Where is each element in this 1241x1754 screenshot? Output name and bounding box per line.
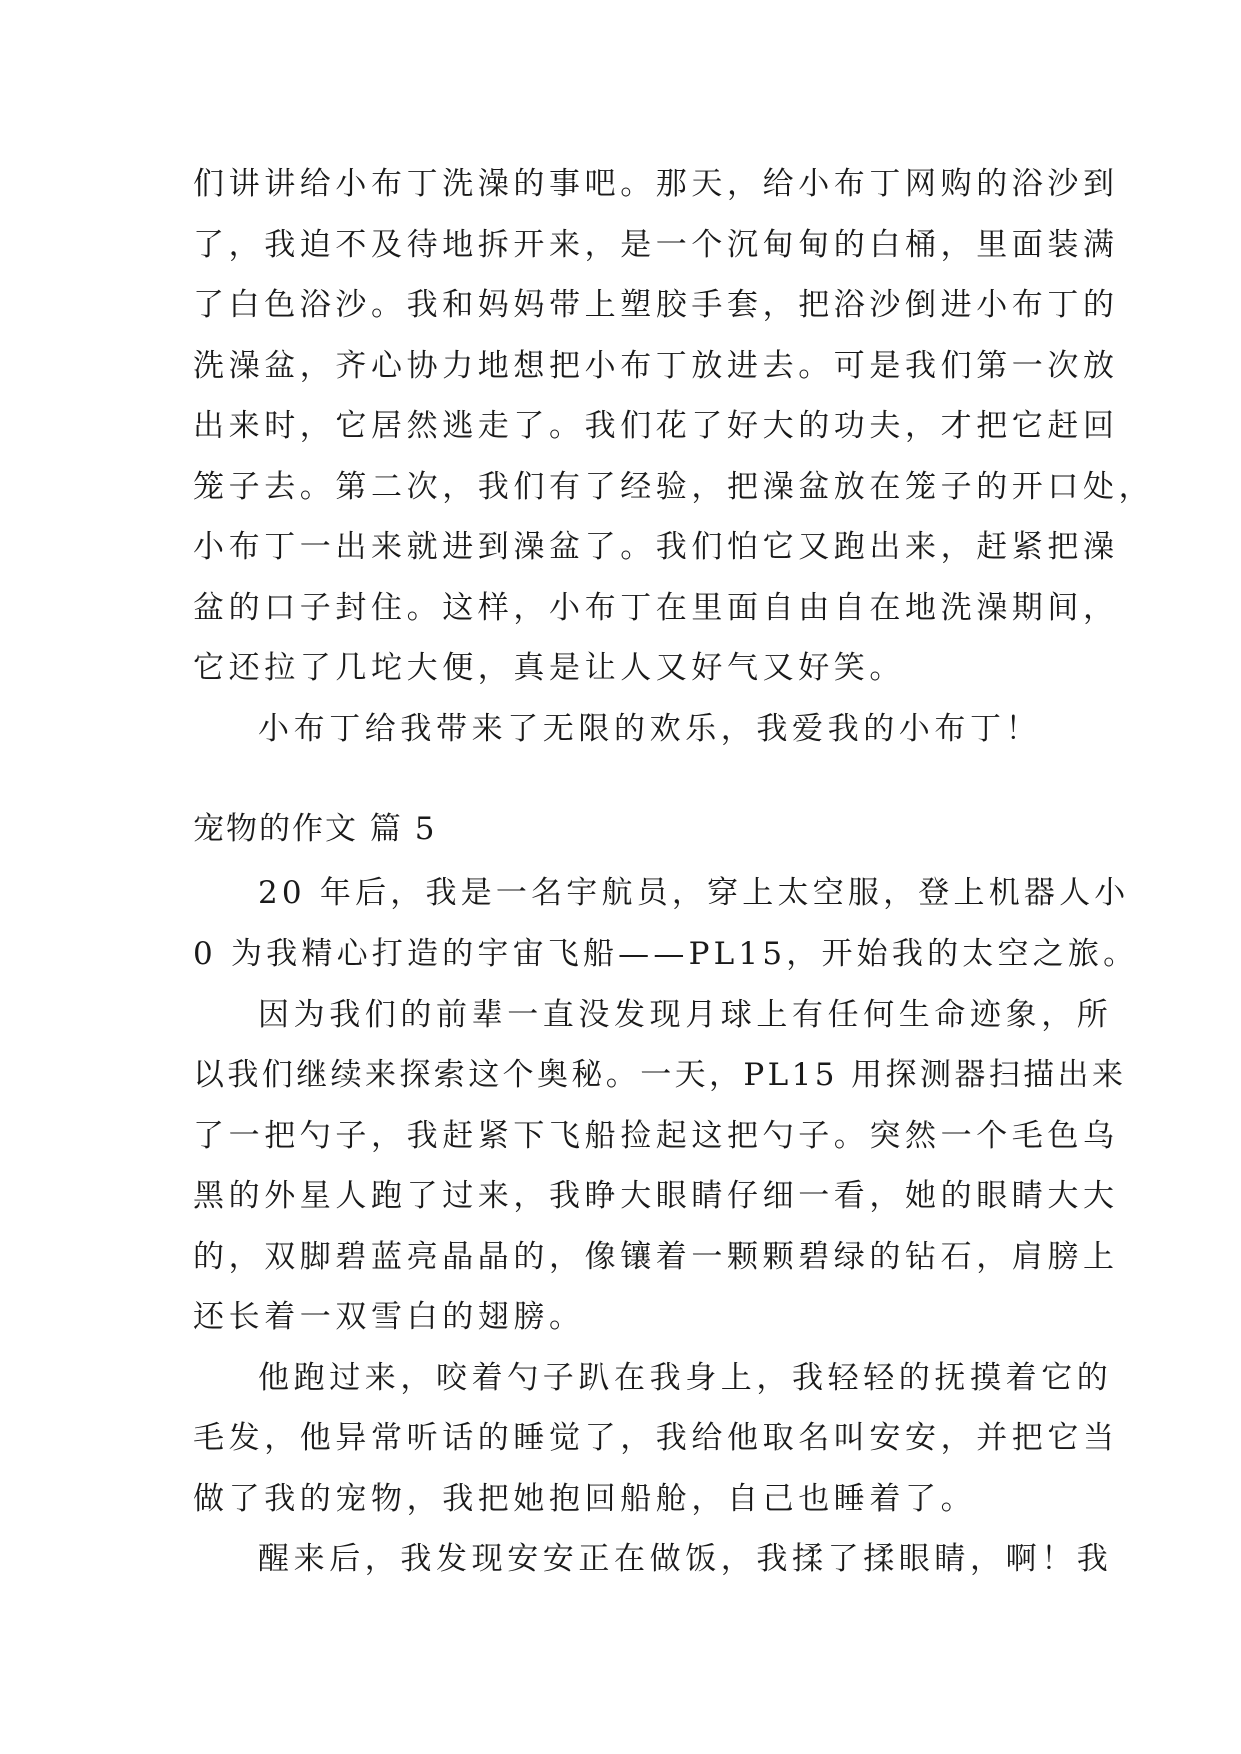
body-text-line: 还长着一双雪白的翅膀。 xyxy=(193,1299,585,1335)
body-text-line: 他跑过来，咬着勺子趴在我身上，我轻轻的抚摸着它的 xyxy=(258,1360,1113,1396)
body-text-line: 盆的口子封住。这样，小布丁在里面自由自在地洗澡期间， xyxy=(193,590,1119,626)
section-heading: 宠物的作文 篇 5 xyxy=(193,811,437,847)
body-text-line: 小布丁一出来就进到澡盆了。我们怕它又跑出来，赶紧把澡 xyxy=(193,529,1119,565)
closing-line: 小布丁给我带来了无限的欢乐，我爱我的小布丁！ xyxy=(258,711,1042,747)
body-text-line: 笼子去。第二次，我们有了经验，把澡盆放在笼子的开口处， xyxy=(193,469,1155,505)
body-text-line: 0 为我精心打造的宇宙飞船——PL15，开始我的太空之旅。 xyxy=(193,936,1139,972)
body-text-line: 因为我们的前辈一直没发现月球上有任何生命迹象，所 xyxy=(258,997,1113,1033)
body-text-line: 们讲讲给小布丁洗澡的事吧。那天，给小布丁网购的浴沙到 xyxy=(193,166,1119,202)
body-text-line: 了一把勺子，我赶紧下飞船捡起这把勺子。突然一个毛色乌 xyxy=(193,1118,1119,1154)
body-text-line: 了，我迫不及待地拆开来，是一个沉甸甸的白桶，里面装满 xyxy=(193,227,1119,263)
body-text-line: 毛发，他异常听话的睡觉了，我给他取名叫安安，并把它当 xyxy=(193,1420,1119,1456)
body-text-line: 20 年后，我是一名宇航员，穿上太空服，登上机器人小 xyxy=(258,875,1130,911)
body-text-line: 它还拉了几坨大便，真是让人又好气又好笑。 xyxy=(193,650,905,686)
body-text-line: 了白色浴沙。我和妈妈带上塑胶手套，把浴沙倒进小布丁的 xyxy=(193,287,1119,323)
body-text-line: 做了我的宠物，我把她抱回船舱，自己也睡着了。 xyxy=(193,1481,977,1517)
body-text-line: 醒来后，我发现安安正在做饭，我揉了揉眼睛，啊！我 xyxy=(258,1541,1113,1577)
body-text-line: 出来时，它居然逃走了。我们花了好大的功夫，才把它赶回 xyxy=(193,408,1119,444)
body-text-line: 洗澡盆，齐心协力地想把小布丁放进去。可是我们第一次放 xyxy=(193,348,1119,384)
body-text-line: 以我们继续来探索这个奥秘。一天，PL15 用探测器扫描出来 xyxy=(193,1057,1127,1093)
body-text-line: 黑的外星人跑了过来，我睁大眼睛仔细一看，她的眼睛大大 xyxy=(193,1178,1119,1214)
body-text-line: 的，双脚碧蓝亮晶晶的，像镶着一颗颗碧绿的钻石，肩膀上 xyxy=(193,1239,1119,1275)
